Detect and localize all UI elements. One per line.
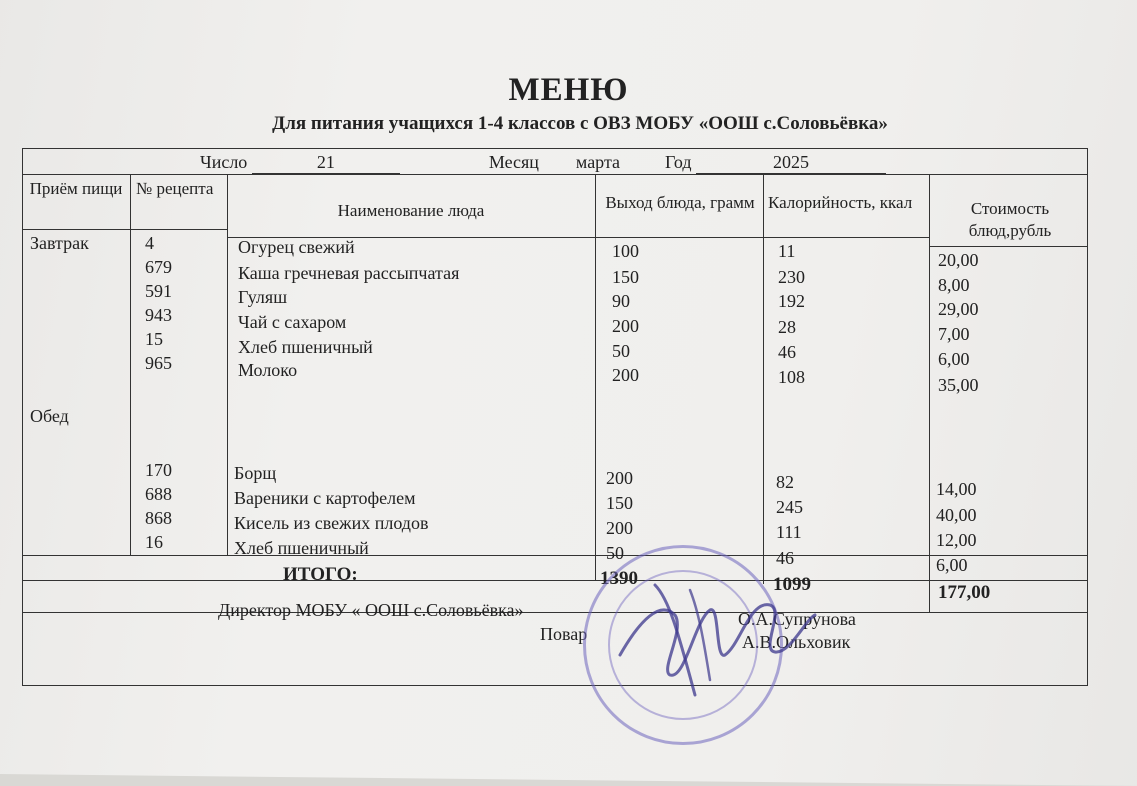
dish-calories: 245 xyxy=(776,497,803,517)
month-value: марта xyxy=(575,152,621,172)
dish-name: Хлеб пшеничный xyxy=(234,538,369,558)
dish-weight: 200 xyxy=(606,468,633,488)
dish-name: Борщ xyxy=(234,463,277,483)
year-label: Год xyxy=(665,152,692,172)
recipe-number: 170 xyxy=(145,460,172,480)
dish-price: 6,00 xyxy=(938,349,970,369)
document-subtitle: Для питания учащихся 1-4 классов с ОВЗ МОБУ «ООШ с.Соловьёвка» xyxy=(272,113,888,134)
cook-title: Повар xyxy=(540,624,588,644)
dish-name: Каша гречневая рассыпчатая xyxy=(238,263,460,283)
header-weight: Выход блюда, грамм xyxy=(605,193,755,212)
dish-weight: 150 xyxy=(606,493,633,513)
dish-name: Молоко xyxy=(238,360,298,380)
dish-calories: 192 xyxy=(778,291,805,311)
dish-calories: 82 xyxy=(776,472,794,492)
director-title: Директор МОБУ « ООШ с.Соловьёвка» xyxy=(218,600,524,620)
cook-name: А.В.Ольховик xyxy=(742,632,851,652)
director-name: О.А.Супрунова xyxy=(738,609,856,629)
month-label: Месяц xyxy=(488,152,539,172)
rule-header-right xyxy=(929,246,1088,247)
total-price: 177,00 xyxy=(938,582,991,603)
dish-name: Хлеб пшеничный xyxy=(238,337,373,357)
dish-weight: 50 xyxy=(612,341,630,361)
col-divider-1 xyxy=(130,174,131,555)
handwritten-signature xyxy=(600,560,820,710)
dish-name: Чай с сахаром xyxy=(238,312,347,332)
recipe-number: 965 xyxy=(145,353,172,373)
recipe-number: 679 xyxy=(145,257,172,277)
day-value: 21 xyxy=(252,152,400,174)
meal-breakfast: Завтрак xyxy=(30,233,89,253)
dish-price: 6,00 xyxy=(936,555,968,575)
total-weight: 1390 xyxy=(600,568,638,589)
dish-calories: 230 xyxy=(778,267,805,287)
recipe-number: 15 xyxy=(145,329,163,349)
dish-price: 29,00 xyxy=(938,299,979,319)
dish-name: Кисель из свежих плодов xyxy=(234,513,429,533)
col-divider-4 xyxy=(763,174,764,584)
dish-weight: 90 xyxy=(612,291,630,311)
dish-price: 20,00 xyxy=(938,250,979,270)
dish-price: 8,00 xyxy=(938,275,970,295)
recipe-number: 4 xyxy=(145,233,154,253)
col-divider-5 xyxy=(929,174,930,612)
recipe-number: 16 xyxy=(145,532,163,552)
dish-price: 12,00 xyxy=(936,530,977,550)
dish-price: 40,00 xyxy=(936,505,977,525)
recipe-number: 868 xyxy=(145,508,172,528)
dish-weight: 150 xyxy=(612,267,639,287)
dish-price: 14,00 xyxy=(936,479,977,499)
col-divider-3 xyxy=(595,174,596,580)
dish-weight: 200 xyxy=(606,518,633,538)
dish-calories: 46 xyxy=(778,342,796,362)
dish-weight: 200 xyxy=(612,316,639,336)
dish-price: 7,00 xyxy=(938,324,970,344)
total-label: ИТОГО: xyxy=(283,564,358,585)
header-calories: Калорийность, ккал xyxy=(768,193,913,212)
day-label: Число xyxy=(200,152,248,172)
date-bar xyxy=(200,152,886,174)
document-title: МЕНЮ xyxy=(508,72,629,108)
dish-name: Огурец свежий xyxy=(238,237,355,257)
dish-weight: 50 xyxy=(606,543,624,563)
dish-weight: 200 xyxy=(612,365,639,385)
dish-calories: 46 xyxy=(776,548,794,568)
recipe-number: 688 xyxy=(145,484,172,504)
dish-weight: 100 xyxy=(612,241,639,261)
recipe-number: 591 xyxy=(145,281,172,301)
dish-calories: 28 xyxy=(778,317,796,337)
header-recipe: № рецепта xyxy=(136,179,214,198)
header-name: Наименование люда xyxy=(337,201,485,220)
rule-header-left xyxy=(22,229,227,230)
header-meal: Приём пищи xyxy=(29,179,123,198)
header-price: Стоимость блюд,рубль xyxy=(968,199,1052,240)
col-divider-2 xyxy=(227,174,228,555)
year-value: 2025 xyxy=(696,152,886,174)
dish-calories: 11 xyxy=(778,241,796,261)
meal-lunch: Обед xyxy=(30,406,69,426)
dish-price: 35,00 xyxy=(938,375,979,395)
dish-name: Гуляш xyxy=(238,287,288,307)
dish-calories: 111 xyxy=(776,522,802,542)
recipe-number: 943 xyxy=(145,305,172,325)
total-calories: 1099 xyxy=(773,574,811,595)
dish-calories: 108 xyxy=(778,367,805,387)
rule-director xyxy=(22,612,1088,613)
dish-name: Вареники с картофелем xyxy=(234,488,416,508)
